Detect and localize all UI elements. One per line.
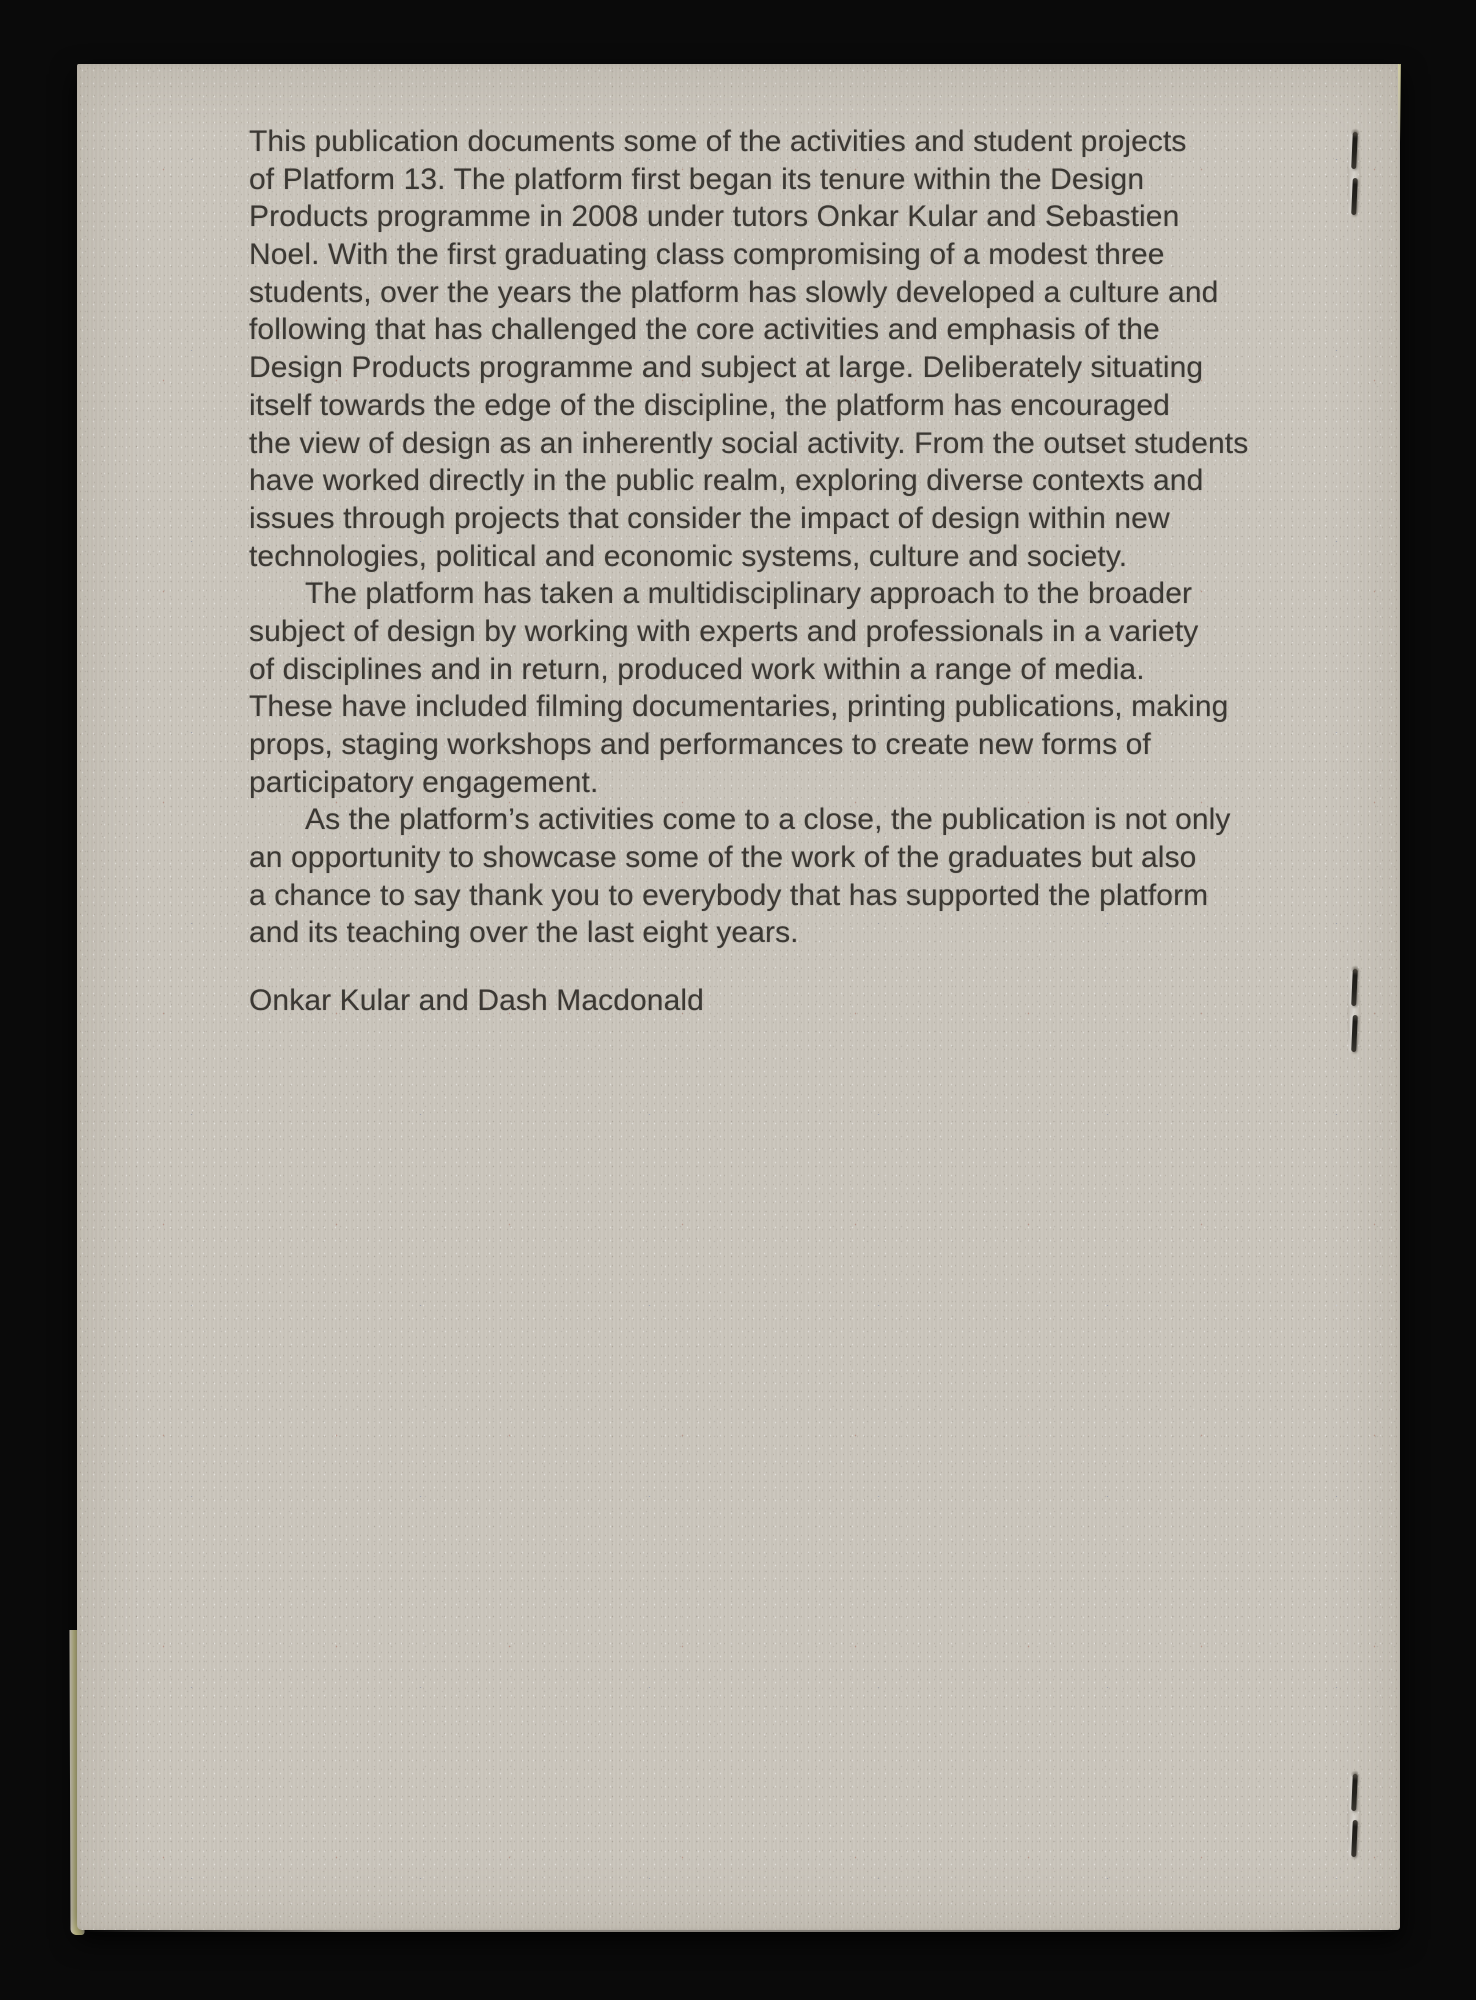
staple-bottom <box>1345 1768 1363 1872</box>
staple-prong-icon <box>1351 969 1358 1006</box>
paper-page <box>77 64 1400 1930</box>
text-line: As the platform’s activities come to a close, the publication is not only <box>305 803 1231 837</box>
staple-middle <box>1345 963 1363 1067</box>
text-line: This publication documents some of the activities and student projects <box>249 125 1187 158</box>
text-line: Products programme in 2008 under tutors Onkar Kular and Sebastien <box>249 200 1180 234</box>
staple-prong-icon <box>1351 1774 1358 1811</box>
text-line: itself towards the edge of the discipline, the platform has encouraged <box>249 388 1170 422</box>
text-line: have worked directly in the public realm, exploring diverse contexts and <box>249 464 1204 498</box>
text-line: of disciplines and in return, produced work within a range of media. <box>249 652 1145 686</box>
text-line: technologies, political and economic systems, culture and society. <box>249 539 1128 573</box>
text-line: following that has challenged the core activities and emphasis of the <box>249 313 1160 347</box>
text-line: props, staging workshops and performances to create new forms of <box>249 728 1151 761</box>
staple-top <box>1345 126 1363 230</box>
text-line: subject of design by working with experts and professionals in a variety <box>249 614 1199 648</box>
page-bottom-edge <box>83 1929 1397 1932</box>
text-line: students, over the years the platform has slowly developed a culture and <box>249 275 1219 309</box>
text-line: The platform has taken a multidisciplinary approach to the broader <box>305 577 1193 611</box>
signature: Onkar Kular and Dash Macdonald <box>249 984 704 1018</box>
staple-prong-icon <box>1351 1015 1358 1052</box>
text-line: participatory engagement. <box>249 765 599 799</box>
staple-prong-icon <box>1351 1820 1358 1857</box>
text-line: These have included filming documentaries, printing publications, making <box>249 690 1229 724</box>
text-line: the view of design as an inherently social activity. From the outset students <box>249 426 1249 460</box>
page-right-edge-highlight <box>1398 64 1401 142</box>
text-line: Noel. With the first graduating class compromising of a modest three <box>249 238 1165 272</box>
staple-prong-icon <box>1351 178 1358 215</box>
text-line: Design Products programme and subject at large. Deliberately situating <box>249 351 1204 385</box>
text-line: an opportunity to showcase some of the work of the graduates but also <box>249 841 1197 875</box>
text-line: a chance to say thank you to everybody that has supported the platform <box>249 878 1209 912</box>
body-text <box>249 123 1265 1020</box>
staple-prong-icon <box>1351 132 1358 169</box>
text-line: issues through projects that consider the impact of design within new <box>249 501 1170 535</box>
text-line: and its teaching over the last eight years. <box>249 916 799 950</box>
text-line: of Platform 13. The platform first began its tenure within the Design <box>249 162 1145 196</box>
